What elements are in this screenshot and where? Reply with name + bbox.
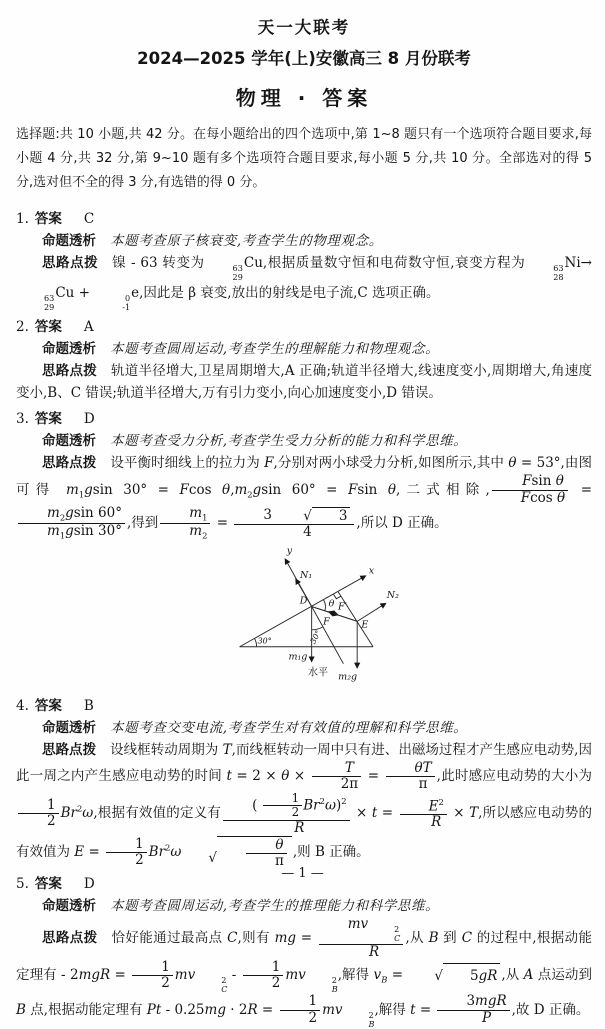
exam-series-title: 天一大联考 bbox=[257, 18, 351, 37]
tips-text: 设线框转动周期为 T,而线框转动一周中只有进、出磁场过程才产生感应电动势,因此一周之内产生感应电动势的时间 t = 2 × θ × $\frac{T}{2\pi}$ = $\frac{\theta T}{\pi}$ ,此时感应电动势的大小为 $\frac{1}{2}$ Br$^2$ω,根据有效值的定义有 ( $\frac{1}{2}$ Br$^2$ω)$^2$ R × t = $\frac{E^2}{R}$ × T,所以感应电动势的有效值为 E = $\frac{1}{2}$ Br$^2$ω √ $\frac{\theta}{\pi}$ ,则 B 正确。 bbox=[16, 741, 592, 869]
analysis-text: 本题考查圆周运动,考查学生的推理能力和科学思维。 bbox=[110, 897, 440, 914]
tips-text: 设平衡时细线上的拉力为 F,分别对两小球受力分析,如图所示,其中 θ = 53°,由图可得 $m_1gsin$ 30° = Fcos $\theta,m_2gsin$ 60° = Fsin θ,二式相除, $\frac{\text{Fsin θ}}{\text{Fcos θ}}$ = $\frac{m_2gsin 60^\circ}{m_1gsin 30^\circ}$ ,得到 $\frac{m_1}{m_2}$ = 3 √ 3 4 ,所以 D 正确。 bbox=[16, 455, 593, 541]
incline-angle-arc bbox=[254, 638, 256, 646]
question-4 bbox=[16, 695, 592, 869]
figure-label-y: y bbox=[286, 545, 293, 557]
answer-value: A bbox=[83, 319, 94, 336]
answer-value: C bbox=[83, 211, 95, 227]
figure-label-m1g: m₁g bbox=[288, 651, 308, 663]
tips-label: 思路点拨 bbox=[42, 929, 98, 946]
question-number: 5. bbox=[16, 875, 29, 892]
figure-label-theta: θ bbox=[328, 598, 335, 610]
tips-label: 思路点拨 bbox=[42, 363, 97, 380]
theta-angle-arc bbox=[324, 600, 326, 611]
analysis-label: 命题透析 bbox=[42, 433, 96, 450]
exam-session-title: 2024—2025 学年(上)安徽高三 8 月份联考 bbox=[137, 49, 471, 68]
figure-label-f-prime: F′ bbox=[337, 601, 347, 613]
answer-label: 答案 bbox=[34, 875, 62, 892]
tips-text: 镍 - 63 转变为 63 29 Cu,根据质量数守恒和电荷数守恒,衰变方程为 63 28 Ni→ 63 29 Cu + 0 -1 e,因此是 β 衰变,放出的射线是电子流,C 选项正确。 bbox=[44, 255, 592, 313]
answer-line bbox=[16, 408, 592, 430]
analysis-label: 命题透析 bbox=[42, 897, 96, 914]
tips-label: 思路点拨 bbox=[42, 255, 99, 271]
question-number: 1. bbox=[16, 211, 29, 227]
analysis-label: 命题透析 bbox=[42, 233, 96, 249]
figure-label-angle-mid: 30° bbox=[308, 628, 324, 646]
answer-line bbox=[16, 316, 592, 338]
answer-line bbox=[16, 208, 592, 230]
analysis-text: 本题考查原子核衰变,考查学生的物理观念。 bbox=[110, 233, 383, 249]
answer-value: D bbox=[83, 875, 95, 892]
question-2 bbox=[16, 316, 592, 404]
analysis-text: 本题考查圆周运动,考查学生的理解能力和物理观念。 bbox=[110, 341, 440, 358]
answers-list bbox=[16, 208, 592, 1029]
instructions: 选择题:共 10 小题,共 42 分。在每小题给出的四个选项中,第 1~8 题只有一个选项符合题目要求,每小题 4 分,共 32 分,第 9~10 题有多个选项符合题目要求,每小题 5 分,共 10 分。全部选对的得 5 分,选对但不全的得 3 分,有选错的得 0 分。 bbox=[16, 127, 592, 190]
document-header bbox=[16, 14, 592, 111]
tension-f-prime-arrow bbox=[329, 612, 358, 622]
question-number: 2. bbox=[16, 319, 29, 336]
analysis-line bbox=[16, 338, 592, 360]
tips-text: 恰好能通过最高点 C,则有 mg = mv 2 C R ,从 B 到 C 的过程中,根据动能定理有 - 2mgR = $\frac{1}{2}$ mv 2 C - $\frac{1}{2}$ mv 2 B ,解得 $v_B$ = √ 5gR ,从 A 点运动到 B 点,根据动能定理有 Pt - 0.25mg · 2R = $\frac{1}{2}$ mv 2 B ,解得 t = $\frac{\text{3mgR}}{P}$ ,故 D 正确。 bbox=[16, 915, 593, 1029]
analysis-line bbox=[16, 430, 592, 452]
question-5 bbox=[16, 873, 592, 1029]
normal-force-n2-arrow bbox=[357, 603, 386, 621]
analysis-text: 本题考查受力分析,考查学生受力分析的能力和科学思维。 bbox=[110, 433, 468, 450]
analysis-line bbox=[16, 717, 592, 739]
force-diagram bbox=[229, 543, 407, 687]
analysis-line bbox=[16, 230, 592, 252]
question-1 bbox=[16, 208, 592, 312]
answer-label: 答案 bbox=[34, 697, 62, 714]
tips-line bbox=[16, 252, 592, 312]
question-number: 3. bbox=[16, 411, 29, 428]
tips-line bbox=[16, 917, 592, 1029]
tips-text: 轨道半径增大,卫星周期增大,A 正确;轨道半径增大,线速度变小,周期增大,角速度变小,B、C 错误;轨道半径增大,万有引力变小,向心加速度变小,D 错误。 bbox=[16, 363, 593, 402]
page-number: — 1 — bbox=[281, 866, 324, 881]
figure-label-d: D bbox=[299, 595, 308, 607]
tips-label: 思路点拨 bbox=[42, 741, 97, 758]
tips-line bbox=[16, 360, 592, 404]
figure-label-x: x bbox=[368, 565, 375, 577]
answer-line bbox=[16, 695, 592, 717]
figure-label-f: F bbox=[323, 616, 330, 628]
analysis-label: 命题透析 bbox=[42, 719, 96, 736]
force-diagram-figure bbox=[229, 543, 407, 691]
figure-label-angle-left: 30° bbox=[257, 636, 272, 646]
answer-label: 答案 bbox=[34, 211, 62, 227]
answer-label: 答案 bbox=[34, 319, 62, 336]
answer-label: 答案 bbox=[34, 411, 62, 428]
figure-label-m2g: m₂g bbox=[338, 671, 358, 683]
subject-title: 物理 · 答案 bbox=[235, 86, 373, 110]
answer-value: B bbox=[83, 697, 94, 714]
question-3 bbox=[16, 408, 592, 690]
analysis-text: 本题考查交变电流,考查学生对有效值的理解和科学思维。 bbox=[110, 719, 468, 736]
figure-label-n2: N₂ bbox=[386, 589, 399, 601]
tips-line bbox=[16, 452, 592, 540]
figure-label-n1: N₁ bbox=[300, 569, 313, 581]
question-number: 4. bbox=[16, 697, 29, 714]
tips-label: 思路点拨 bbox=[42, 455, 97, 472]
analysis-line bbox=[16, 895, 592, 917]
mid-angle-arc bbox=[312, 627, 323, 630]
figure-label-e: E bbox=[361, 619, 369, 631]
analysis-label: 命题透析 bbox=[42, 341, 96, 358]
tips-line bbox=[16, 739, 592, 869]
answer-value: D bbox=[83, 411, 95, 428]
figure-label-horizontal: 水平 bbox=[307, 667, 329, 679]
